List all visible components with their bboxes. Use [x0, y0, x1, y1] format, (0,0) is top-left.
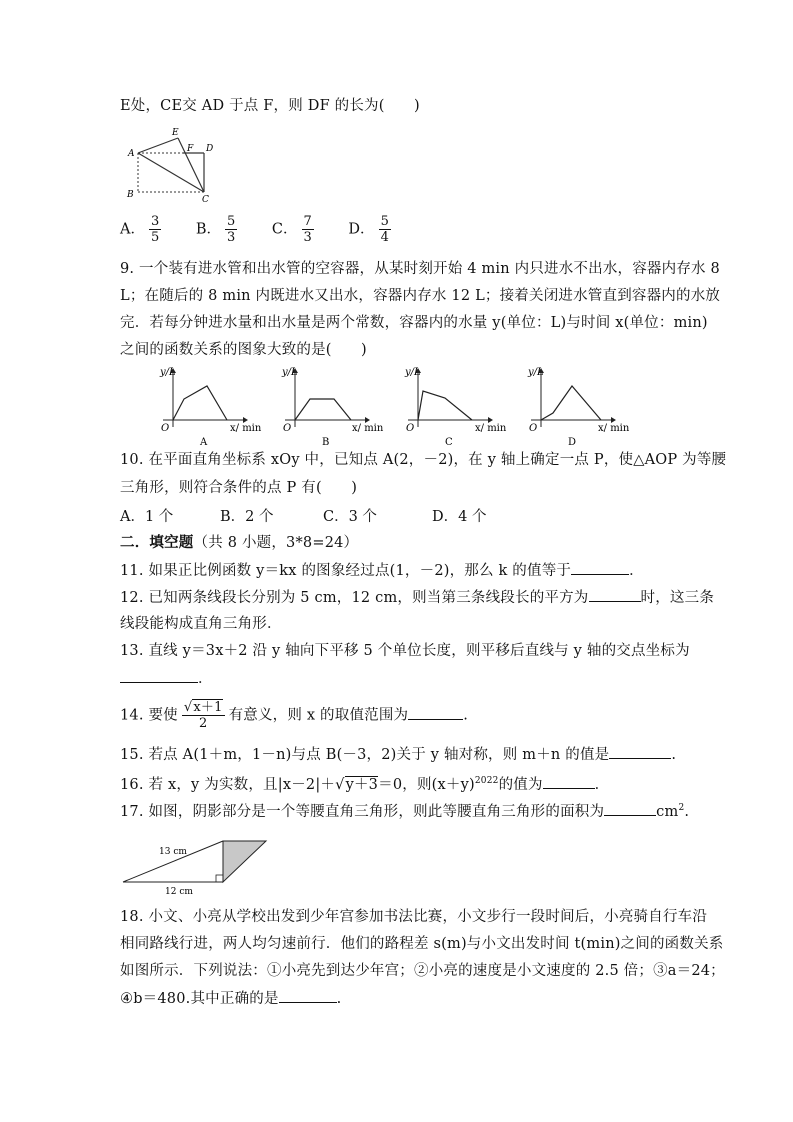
q9-graph-c[interactable]: [400, 365, 510, 448]
svg-text:O: O: [406, 423, 415, 434]
q10-option-a[interactable]: A．1 个: [120, 509, 174, 525]
label-b: B: [127, 190, 134, 200]
q16: 16. 若 x，y 为实数，且|x－2|＋√y＋3＝0，则$(x+y)^{2022}$的值为 ．: [120, 771, 609, 795]
label-a: A: [128, 149, 135, 159]
svg-text:x/ min: x/ min: [230, 423, 262, 434]
q13: 13. 直线 y＝3x＋2 沿 y 轴向下平移 5 个单位长度，则平移后直线与 y 轴的交点坐标为: [120, 643, 690, 659]
label-f: F: [187, 144, 194, 154]
q18-line-2: 相同路线行进，两人均匀速前行．他们的路程差 s(m)与小文出发时间 t(min)之间的函数关系: [120, 936, 724, 952]
q11-answer-blank[interactable]: [571, 560, 629, 575]
q10-line-2: 三角形，则符合条件的点 P 有( ): [120, 480, 358, 496]
q8-options: [120, 214, 421, 245]
svg-text:O: O: [283, 423, 292, 434]
svg-text:y/L: y/L: [528, 367, 544, 378]
svg-text:x/ min: x/ min: [475, 423, 507, 434]
q17-figure: [115, 835, 275, 900]
q14-answer-blank[interactable]: [408, 705, 463, 720]
q11: 11. 如果正比例函数 y＝kx 的图象经过点(1，－2)，那么 k 的值等于 ．: [120, 560, 644, 581]
q8-option-c[interactable]: C． $\frac{7}{3}$: [271, 214, 312, 245]
q10-line-1: 10. 在平面直角坐标系 xOy 中，已知点 A(2，－2)，在 y 轴上确定一点 P，使△AOP 为等腰: [120, 452, 727, 468]
q18-answer-blank[interactable]: [279, 988, 337, 1003]
section-heading: [120, 533, 358, 553]
svg-text:B: B: [322, 437, 330, 448]
q8-text: E处，CE交 AD 于点 F，则 DF 的长为( ): [120, 98, 420, 114]
q18-line-1: 18. 小文、小亮从学校出发到少年宫参加书法比赛，小文步行一段时间后，小亮骑自行车沿: [120, 909, 708, 925]
q12-answer-blank[interactable]: [589, 587, 641, 602]
q16-answer-blank[interactable]: [543, 774, 595, 789]
q15-answer-blank[interactable]: [609, 744, 671, 759]
base-label: 12 cm: [165, 887, 193, 897]
q9-line-4: 之间的函数关系的图象大致的是( ): [120, 342, 367, 358]
q10-option-b[interactable]: B．2 个: [220, 509, 274, 525]
section-title: 二．填空题: [120, 534, 194, 551]
q10-option-c[interactable]: C．3 个: [323, 509, 377, 525]
q12-line-1: 12. 已知两条线段长分别为 5 cm，12 cm，则当第三条线段长的平方为 时，这三条: [120, 587, 714, 608]
q9-line-1: 9. 一个装有进水管和出水管的空容器，从某时刻开始 4 min 内只进水不出水，容器内存水 8: [120, 261, 720, 277]
label-d: D: [206, 144, 214, 154]
q14: 14. 要使 $\frac{√x+1}{2}$ 有意义，则 x 的取值范围为 .: [120, 700, 469, 731]
q18-line-4: ④b＝480.其中正确的是 .: [120, 988, 341, 1009]
svg-text:A: A: [200, 437, 208, 448]
q9-graph-d[interactable]: [523, 365, 633, 448]
q8-option-b[interactable]: B． $\frac{5}{3}$: [195, 214, 236, 245]
q15: 15. 若点 A(1＋m，1－n)与点 B(－3，2)关于 y 轴对称，则 m＋n 的值是 .: [120, 744, 676, 765]
q18-line-3: 如图所示．下列说法：①小亮先到达少年宫；②小亮的速度是小文速度的 2.5 倍；③a＝24；: [120, 963, 725, 979]
q9-graph-b[interactable]: [277, 365, 387, 448]
q17: 17. 如图，阴影部分是一个等腰直角三角形，则此等腰直角三角形的面积为 $cm^2$.: [120, 798, 689, 822]
q8-option-d[interactable]: D． $\frac{5}{4}$: [348, 214, 389, 245]
svg-text:y/L: y/L: [405, 367, 421, 378]
q17-answer-blank[interactable]: [604, 801, 656, 816]
svg-text:O: O: [161, 423, 170, 434]
section-note: （共 8 小题，3*8=24）: [193, 535, 359, 551]
q13-answer-blank[interactable]: [120, 668, 198, 683]
svg-text:x/ min: x/ min: [598, 423, 630, 434]
svg-text:O: O: [529, 423, 538, 434]
label-e: E: [172, 128, 179, 138]
q9-line-3: 完．若每分钟进水量和出水量是两个常数，容器内的水量 y(单位：L)与时间 x(单位：min): [120, 315, 708, 331]
q10-option-d[interactable]: D．4 个: [432, 509, 487, 525]
svg-text:C: C: [445, 437, 453, 448]
q10-options: [120, 505, 486, 526]
q12-line-2: 线段能构成直角三角形．: [120, 616, 282, 632]
hyp-label: 13 cm: [159, 847, 187, 857]
svg-text:x/ min: x/ min: [352, 423, 384, 434]
q9-line-2: L；在随后的 8 min 内既进水又出水，容器内存水 12 L；接着关闭进水管直到容器内的水放: [120, 288, 721, 304]
svg-text:y/L: y/L: [282, 367, 298, 378]
label-c: C: [202, 195, 209, 205]
svg-text:D: D: [568, 437, 577, 448]
q13-answer: ．: [120, 668, 213, 689]
q9-graph-a[interactable]: [155, 365, 265, 448]
q8-option-a[interactable]: A． $\frac{3}{5}$: [120, 214, 160, 245]
q8-figure: [115, 125, 225, 205]
svg-text:y/L: y/L: [160, 367, 176, 378]
